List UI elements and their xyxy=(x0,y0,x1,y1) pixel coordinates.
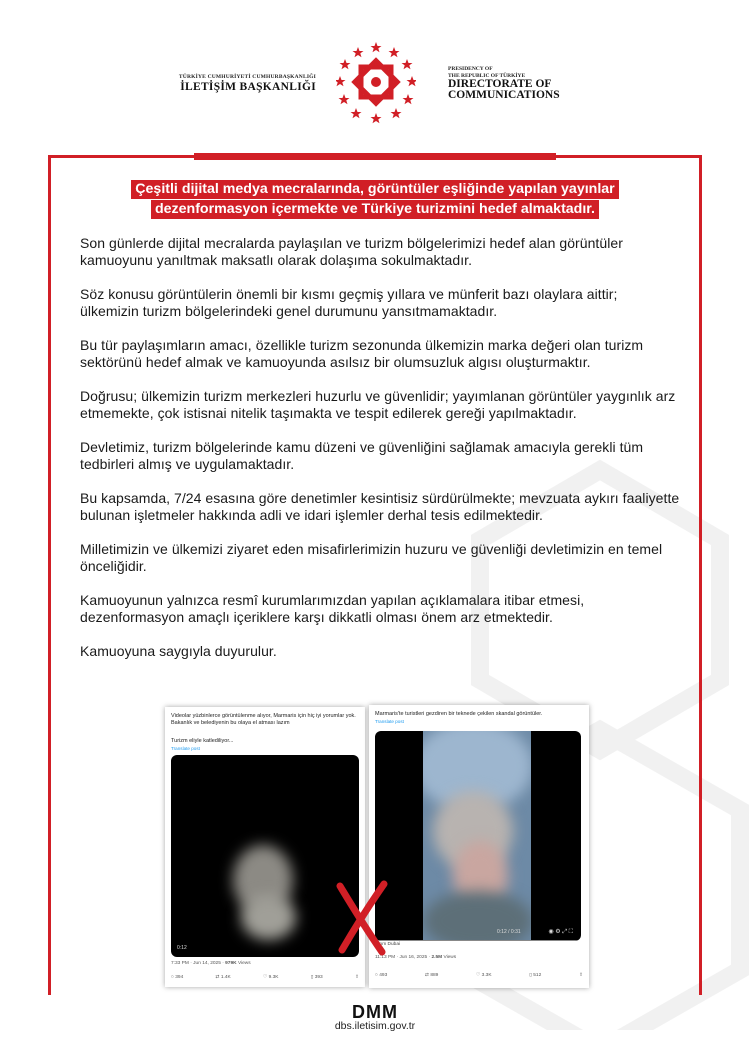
tweet-stats xyxy=(171,975,359,980)
like-count: 3.3K xyxy=(481,973,492,978)
frame-top-accent xyxy=(194,153,556,160)
views-label: Views xyxy=(442,955,457,960)
repost-count: 889 xyxy=(430,973,439,978)
title-line-1: Çeşitli dijital medya mecralarında, görüntüler eşliğinde yapılan yayınlar xyxy=(131,180,618,199)
header-left xyxy=(179,74,316,93)
reply-stat[interactable]: ○ 394 xyxy=(171,975,184,980)
dmm-logo-text: DMM xyxy=(352,1003,398,1021)
video-frame xyxy=(423,731,531,941)
video-progress-bar[interactable] xyxy=(375,940,581,941)
share-icon[interactable]: ⇧ xyxy=(354,975,359,980)
paragraph: Milletimizin ve ülkemizi ziyaret eden misafirlerimizin huzuru ve güvenliği devletimizin en temel önceliğidir. xyxy=(80,541,663,575)
video-controls-icon[interactable]: ◉ ⚙ ⤢ ⛶ xyxy=(548,929,573,935)
paragraph: Söz konusu görüntülerin önemli bir kısmı geçmiş yıllara ve münferit bazı olaylara aittir; ülkemizin turizm bölgelerindeki genel durumunu yansıtmamaktadır. xyxy=(80,286,618,320)
paragraph: Devletimiz, turizm bölgelerinde kamu düzeni ve güvenliğini sağlamak amacıyla gerekli tüm tedbirleri almış ve uygulamaktadır. xyxy=(80,439,644,473)
tweet-text: Marmaris'te turistleri gezdiren bir teknede çekilen skandal görüntüler. xyxy=(375,711,543,717)
header-right-small-1: PRESIDENCY OF xyxy=(448,66,493,72)
header-right-big-1: DIRECTORATE OF xyxy=(448,78,552,90)
translate-link[interactable]: Translate post xyxy=(375,719,404,724)
header-left-small: TÜRKİYE CUMHURİYETİ CUMHURBAŞKANLIĞI xyxy=(178,74,316,80)
share-icon[interactable]: ⇧ xyxy=(578,973,583,978)
repost-stat[interactable]: ⇄ 1.4K xyxy=(215,975,231,980)
video-time: 0:12 / 0:31 xyxy=(497,929,521,935)
paragraph: Kamuoyunun yalnızca resmî kurumlarımızdan yapılan açıklamalara itibar etmesi, dezenformasyon amaçlı içeriklere karşı dikkatli olması önem arz etmektedir. xyxy=(80,592,585,626)
tweet-date: 11:13 PM · Jun 16, 2025 · xyxy=(375,955,432,960)
like-stat[interactable]: ♡ 3.3K xyxy=(476,973,492,978)
statement-body xyxy=(80,235,680,677)
bookmark-stat[interactable]: ▯ 393 xyxy=(310,975,323,980)
tweet-screenshot-right xyxy=(369,705,589,988)
paragraph: Son günlerde dijital mecralarda paylaşılan ve turizm bölgelerimizi hedef alan görüntüler kamuoyunu yanıltmak maksatlı olarak dolaşıma sokulmaktadır. xyxy=(80,235,623,269)
header-right xyxy=(448,66,560,101)
video-time: 0:12 xyxy=(177,945,187,951)
header xyxy=(0,38,750,138)
views-label: Views xyxy=(236,961,251,966)
paragraph: Kamuoyuna saygıyla duyurulur. xyxy=(80,643,277,659)
footer-url[interactable]: dbs.iletisim.gov.tr xyxy=(334,1020,416,1032)
like-stat[interactable]: ♡ 9.3K xyxy=(262,975,279,980)
page-title xyxy=(60,180,690,220)
paragraph: Bu tür paylaşımların amacı, özellikle turizm sezonunda ülkemizin marka değeri olan turizm sektörünü hedef almak ve kamuoyunda asılsız bir olumsuzluk algısı oluşturmaktır. xyxy=(80,337,644,371)
reply-count: 493 xyxy=(379,973,388,978)
header-right-small-2: THE REPUBLIC OF TÜRKİYE xyxy=(448,72,526,79)
dmm-logo xyxy=(332,1003,418,1021)
paragraph: Doğrusu; ülkemizin turizm merkezleri huzurlu ve güvenlidir; yayımlanan görüntüler yaygınlık arz etmemekte, çok istisnai nitelik taşımakta ve tespit edilerek gereği yapılmaktadır. xyxy=(80,388,676,422)
bookmark-count: 512 xyxy=(533,973,542,978)
like-count: 9.3K xyxy=(268,975,279,980)
header-right-big-2: COMMUNICATIONS xyxy=(448,89,560,101)
title-line-2: dezenformasyon içermekte ve Türkiye turizmini hedef almaktadır. xyxy=(151,200,599,219)
tweet-stats xyxy=(375,973,583,978)
video-player[interactable] xyxy=(375,731,581,941)
video-player[interactable] xyxy=(171,755,359,957)
view-count: 979K xyxy=(225,961,237,966)
translate-link[interactable]: Translate post xyxy=(171,746,200,751)
tweet-date: 7:33 PM · Jun 14, 2025 · xyxy=(171,961,226,966)
reply-stat[interactable]: ○ 493 xyxy=(375,973,388,978)
repost-stat[interactable]: ⇄ 889 xyxy=(424,973,439,978)
tweet-subtext: Turizm eliyle katlediliyor... xyxy=(171,738,234,744)
tweet-meta xyxy=(171,961,251,966)
paragraph: Bu kapsamda, 7/24 esasına göre denetimler kesintisiz sürdürülmekte; mevzuata aykırı faaliyette bulunan işletmeler hakkında adli ve idari işlemler derhal tesis edilmektedir. xyxy=(80,490,680,524)
blurred-content xyxy=(241,895,296,940)
view-count: 2.5M xyxy=(431,955,443,960)
header-left-big: İLETİŞİM BAŞKANLIĞI xyxy=(180,81,316,93)
location-label: From Dubai xyxy=(375,942,401,947)
tweet-text: Videolar yüzbinlerce görüntülenme alıyor, Marmaris için hiç iyi yorumlar yok. Bakanlık ve belediyenin bu olaya el atması lazım xyxy=(171,713,356,726)
presidential-emblem-icon xyxy=(336,40,416,124)
repost-count: 1.4K xyxy=(220,975,231,980)
reply-count: 394 xyxy=(175,975,184,980)
red-cross-icon xyxy=(334,878,390,958)
bookmark-count: 393 xyxy=(314,975,323,980)
bookmark-stat[interactable]: ▯ 512 xyxy=(529,973,542,978)
